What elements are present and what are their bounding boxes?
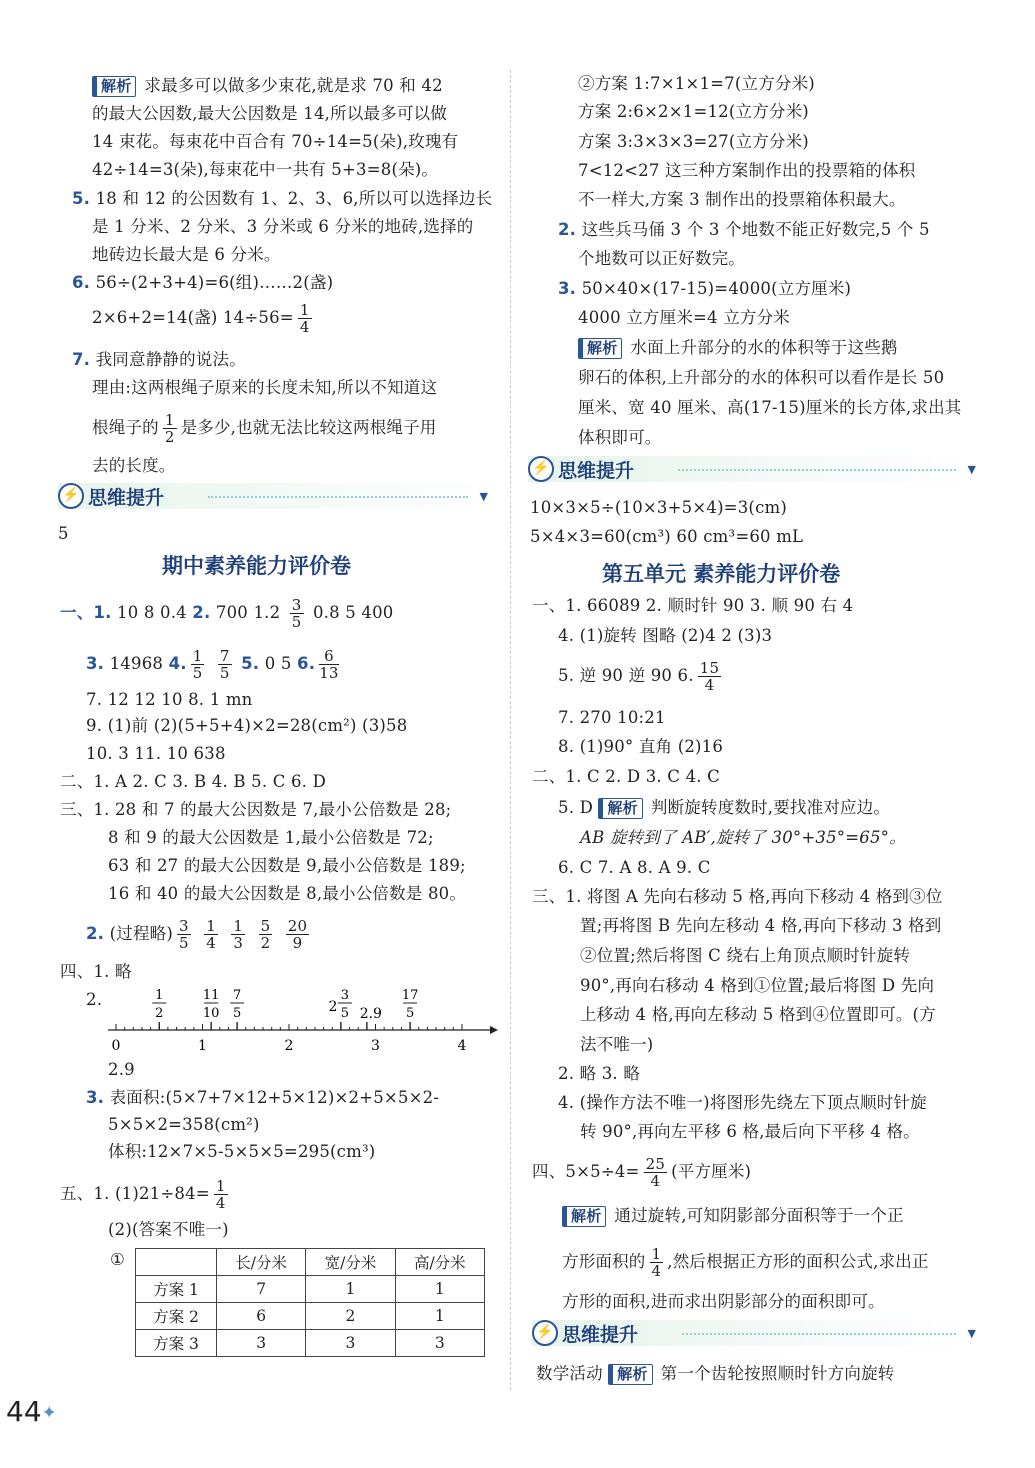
text-line: 置;再将图 B 先向左移动 4 格,再向下移动 3 格到 [580,916,942,935]
tick-label: 1 [198,1038,207,1054]
answer-line: 10. 3 11. 10 638 [86,744,226,763]
fraction-denominator: 5 [405,1006,415,1021]
q5-line: 5. 18 和 12 的公因数有 1、2、3、6,所以可以选择边长 [72,189,493,208]
triangle-down-icon: ▼ [479,489,488,503]
text-line: 不一样大,方案 3 制作出的投票箱体积最大。 [578,190,906,209]
fraction: $\frac{1}{4}$ [206,917,216,952]
triangle-down-icon: ▼ [967,462,976,476]
fraction: $\frac{20}{9}$ [287,917,308,952]
scheme-table [135,1248,485,1357]
q-number: 7. [72,350,91,369]
thinking-section-header: ⚡ 思维提升 ▼ [58,483,488,509]
answer-line: 四、1. 略 [60,962,132,981]
text-line: 方案 3:3×3×3=27(立方分米) [578,132,809,151]
fraction: $\frac{1}{5}$ [192,647,203,682]
text-line: 4000 立方厘米=4 立方分米 [578,308,791,327]
text-line: 方形的面积,进而求出阴影部分的面积即可。 [562,1292,885,1311]
q-number: 5. [72,189,91,208]
tick-label: 3 [371,1038,380,1054]
q6-line: 6. 56÷(2+3+4)=6(组)……2(盏) [72,273,334,292]
answer-line: 2.9 [108,1060,135,1079]
answer-line: 3. 50×40×(17-15)=4000(立方厘米) [558,279,852,298]
q7-line: 7. 我同意静静的说法。 [72,350,246,369]
answer-line: 三、1. 28 和 7 的最大公因数是 7,最小公倍数是 28; [60,800,452,819]
whole-part: 2 [328,999,338,1015]
fraction: $\frac{1}{3}$ [233,917,244,952]
analysis-tag: 解析 [608,1364,652,1385]
arrow-head [490,1026,498,1034]
fraction-denominator: 5 [340,1006,350,1021]
answer-line: 四、5×5÷4= $\frac{25}{4}$ (平方厘米) [532,1155,752,1190]
text-line: ②方案 1:7×1×1=7(立方分米) [578,74,815,93]
table-row: 方案 3 3 3 3 [136,1330,485,1357]
table-header-cell: 长/分米 [217,1249,306,1276]
answer-line: 5. D 解析 判断旋转度数时,要找准对应边。 [558,798,891,817]
answer-line: 2. (过程略) $\frac{3}{5}$ $\frac{1}{4}$ $\frac{1}{3}$ $\frac{5}{2}$ $\frac{20}{9}$ [86,917,308,952]
answer-line: 体积:12×7×5-5×5×5=295(cm³) [108,1142,376,1161]
text-line: 去的长度。 [92,456,176,475]
text-line: 5×4×3=60(cm³) 60 cm³=60 mL [530,527,804,546]
tick-label: 4 [457,1038,467,1054]
section-title: 期中素养能力评价卷 [162,554,351,578]
text-line: 上移动 4 格,再向左移动 5 格到④位置即可。(方 [580,1005,936,1024]
answer-line: 5×5×2=358(cm²) [108,1115,260,1134]
text-line: 42÷14=3(朵),每束花中一共有 5+3=8(朵)。 [92,160,439,179]
text-line: 法不唯一) [580,1035,654,1054]
text-line: 理由:这两根绳子原来的长度未知,所以不知道这 [92,378,438,397]
text-line: 转 90°,再向左平移 6 格,最后向下平移 4 格。 [580,1122,920,1141]
fraction: $\frac{6}{13}$ [319,647,339,682]
fraction: $\frac{1}{2}$ [164,411,175,446]
fraction-numerator: 7 [232,988,242,1003]
text-line: 7<12<27 这三种方案制作出的投票箱的体积 [578,161,916,180]
text-line: 10×3×5÷(10×3+5×4)=3(cm) [530,498,787,517]
analysis-line: 解析 通过旋转,可知阴影部分面积等于一个正 [562,1204,904,1228]
table-header-row [136,1249,485,1276]
text-line: 5 [58,524,69,543]
text-line: 90°,再向右移动 4 格到①位置;最后将图 D 先向 [580,976,935,995]
answer-line: 2. 略 3. 略 [558,1064,641,1083]
answer-line: 7. 270 10:21 [558,708,666,727]
text-line: 体积即可。 [578,428,662,447]
thinking-section-header: ⚡ 思维提升 ▼ [528,456,976,482]
text-line: 是 1 分米、2 分米、3 分米或 6 分米的地砖,选择的 [92,217,474,236]
analysis-tag: 解析 [598,798,642,819]
analysis-tag: 解析 [562,1206,606,1227]
q7-frac-line: 根绳子的 $\frac{1}{2}$ 是多少,也就无法比较这两根绳子用 [92,411,437,446]
q-number: 2. [86,990,103,1009]
q6-frac-line: 2×6+2=14(盏) 14÷56= $\frac{1}{4}$ [92,301,310,336]
answer-line: 5. 逆 90 逆 90 6. $\frac{15}{4}$ [558,659,720,694]
fraction: $\frac{15}{4}$ [699,659,720,694]
tick-label: 2 [284,1038,294,1054]
table-row: 方案 1 7 1 1 [136,1276,485,1303]
text-line: 方形面积的 $\frac{1}{4}$ ,然后根据正方形的面积公式,求出正 [562,1245,929,1280]
lightning-icon: ⚡ [528,456,554,482]
text-line: 数学活动 解析 第一个齿轮按照顺时针方向旋转 [536,1364,895,1383]
analysis-tag: 解析 [92,76,136,97]
fraction: $\frac{1}{4}$ [215,1177,226,1212]
lightning-icon: ⚡ [58,483,84,509]
number-line [100,985,500,1055]
answer-line: 3. 表面积:(5×7+7×12+5×12)×2+5×5×2- [86,1088,440,1107]
fraction-numerator: 3 [340,988,350,1003]
fraction: $\frac{25}{4}$ [645,1155,666,1190]
fraction-denominator: 2 [155,1006,164,1021]
analysis-tag: 解析 [578,338,622,359]
answer-line: 8 和 9 的最大公因数是 1,最小公倍数是 72; [108,828,434,847]
answer-line: 二、1. A 2. C 3. B 4. B 5. C 6. D [60,772,326,791]
text-line: 方案 2:6×2×1=12(立方分米) [578,102,809,121]
page-number: 44✦ [6,1395,57,1428]
text-line: 卵石的体积,上升部分的水的体积可以看作是长 50 [578,368,945,387]
answer-line: (2)(答案不唯一) [108,1220,229,1239]
fraction-numerator: 17 [401,988,419,1003]
answer-line: 3. 14968 4. $\frac{1}{5}$ $\frac{7}{5}$ 5. 0 5 6. $\frac{6}{13}$ [86,647,339,682]
fraction: $\frac{1}{4}$ [651,1245,662,1280]
fraction: $\frac{1}{4}$ [299,301,310,336]
text-line: 的最大公因数,最大公因数是 14,所以最多可以做 [92,104,448,123]
fraction-numerator: 1 [155,988,164,1003]
fraction-denominator: 5 [232,1006,242,1021]
answer-line: 9. (1)前 (2)(5+5+4)×2=28(cm²) (3)58 [86,716,408,735]
fraction: $\frac{7}{5}$ [219,647,230,682]
point-label: 2.9 [359,1006,382,1022]
column-divider [510,70,511,1390]
fraction: $\frac{5}{2}$ [260,917,271,952]
text-line: ②位置;然后将图 C 绕右上角顶点顺时针旋转 [580,946,911,965]
table-row: 方案 2 6 2 1 [136,1303,485,1330]
fraction-denominator: 10 [202,1006,220,1021]
fraction-numerator: 11 [202,988,220,1003]
table-header-cell: 宽/分米 [306,1249,395,1276]
answer-line: 7. 12 12 10 8. 1 mn [86,690,253,709]
triangle-down-icon: ▼ [967,1326,976,1340]
answer-line: 4. (操作方法不唯一)将图形先绕左下顶点顺时针旋 [558,1093,927,1112]
table-header-cell: 高/分米 [395,1249,484,1276]
answer-line: 2. 这些兵马俑 3 个 3 个地数不能正好数完,5 个 5 [558,220,930,239]
answer-line: 6. C 7. A 8. A 9. C [558,858,711,877]
answer-line: 三、1. 将图 A 先向右移动 5 格,再向下移动 4 格到③位 [532,887,943,906]
q-number: 6. [72,273,91,292]
text-line: 地砖边长最大是 6 分米。 [92,245,281,264]
lightning-icon: ⚡ [532,1320,558,1346]
analysis-line: 解析 水面上升部分的水的体积等于这些鹅 [578,336,898,360]
answer-line: 8. (1)90° 直角 (2)16 [558,737,724,756]
answer-line: 一、1. 66089 2. 顺时针 90 3. 顺 90 右 4 [532,596,854,615]
answer-line: 16 和 40 的最大公因数是 8,最小公倍数是 80。 [108,884,467,903]
answer-line: 4. (1)旋转 图略 (2)4 2 (3)3 [558,626,773,645]
answer-line: 五、1. (1)21÷84= $\frac{1}{4}$ [60,1177,226,1212]
circled-number: ① [110,1250,125,1269]
answer-line: 二、1. C 2. D 3. C 4. C [532,767,720,786]
section-title: 第五单元 素养能力评价卷 [602,562,841,586]
answer-line: 63 和 27 的最大公因数是 9,最小公倍数是 189; [108,856,466,875]
fraction: $\frac{3}{5}$ [178,917,189,952]
table-header-cell [136,1249,217,1276]
text-line: 14 束花。每束花中百合有 70÷14=5(朵),玫瑰有 [92,132,459,151]
fraction: $\frac{3}{5}$ [291,596,302,631]
tick-label: 0 [111,1038,121,1054]
analysis-line: 解析 求最多可以做多少束花,就是求 70 和 42 [92,74,443,98]
text-line: 个地数可以正好数完。 [578,249,745,268]
answer-line: 一、1. 10 8 0.4 2. 700 1.2 $\frac{3}{5}$ 0.8 5 400 [60,596,394,631]
thinking-section-header: ⚡ 思维提升 ▼ [532,1320,976,1346]
text-line: AB 旋转到了 AB′,旋转了 30°+35°=65°。 [580,828,906,847]
text-line: 厘米、宽 40 厘米、高(17-15)厘米的长方体,求出其 [578,398,962,417]
